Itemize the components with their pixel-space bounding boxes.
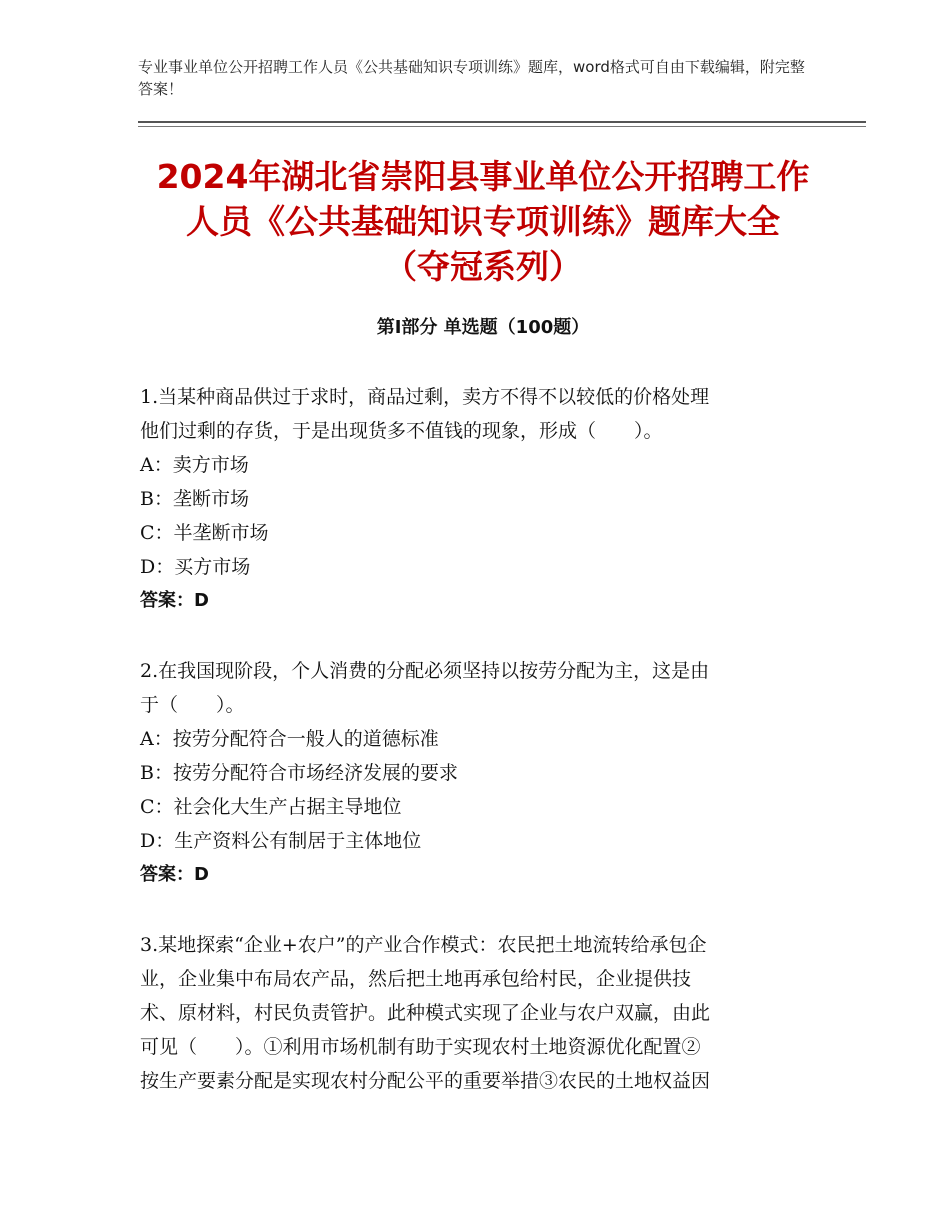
stem-line: 他们过剩的存货，于是出现货多不值钱的现象，形成（ ）。: [140, 420, 663, 442]
question-stem: [140, 654, 820, 722]
stem-line: 1.当某种商品供过于求时，商品过剩，卖方不得不以较低的价格处理: [140, 386, 710, 408]
answer: 答案：D: [140, 864, 209, 885]
stem-line: 按生产要素分配是实现农村分配公平的重要举措③农民的土地权益因: [140, 1070, 711, 1092]
stem-line: 3.某地探索“企业+农户”的产业合作模式：农民把土地流转给承包企: [140, 934, 707, 956]
option-d: D：生产资料公有制居于主体地位: [140, 830, 422, 852]
title-line: 2024年湖北省崇阳县事业单位公开招聘工作: [156, 157, 810, 196]
question-2: [140, 654, 820, 892]
option-d: D：买方市场: [140, 556, 251, 578]
question-list: [140, 380, 820, 1134]
option-a: A：按劳分配符合一般人的道德标准: [140, 728, 439, 750]
title-line: （夺冠系列）: [384, 247, 582, 286]
header-divider-thick: [138, 121, 866, 123]
header-note: 专业事业单位公开招聘工作人员《公共基础知识专项训练》题库，word格式可自由下载编辑，附完整答案！: [138, 58, 805, 98]
stem-line: 术、原材料，村民负责管护。此种模式实现了企业与农户双赢，由此: [140, 1002, 711, 1024]
stem-line: 于（ ）。: [140, 694, 245, 716]
title-line: 人员《公共基础知识专项训练》题库大全: [186, 202, 780, 241]
option-a: A：卖方市场: [140, 454, 249, 476]
question-1: [140, 380, 820, 618]
question-stem: [140, 928, 820, 1098]
section-title: 第Ⅰ部分 单选题（100题）: [376, 317, 590, 338]
header-divider-thin: [138, 126, 866, 127]
document-title: [138, 154, 828, 289]
stem-line: 2.在我国现阶段，个人消费的分配必须坚持以按劳分配为主，这是由: [140, 660, 710, 682]
option-c: C：社会化大生产占据主导地位: [140, 796, 402, 818]
answer: 答案：D: [140, 590, 209, 611]
stem-line: 可见（ ）。①利用市场机制有助于实现农村土地资源优化配置②: [140, 1036, 701, 1058]
stem-line: 业，企业集中布局农产品，然后把土地再承包给村民，企业提供技: [140, 968, 692, 990]
question-3: [140, 928, 820, 1098]
option-b: B：垄断市场: [140, 488, 249, 510]
option-c: C：半垄断市场: [140, 522, 269, 544]
question-stem: [140, 380, 820, 448]
option-b: B：按劳分配符合市场经济发展的要求: [140, 762, 458, 784]
